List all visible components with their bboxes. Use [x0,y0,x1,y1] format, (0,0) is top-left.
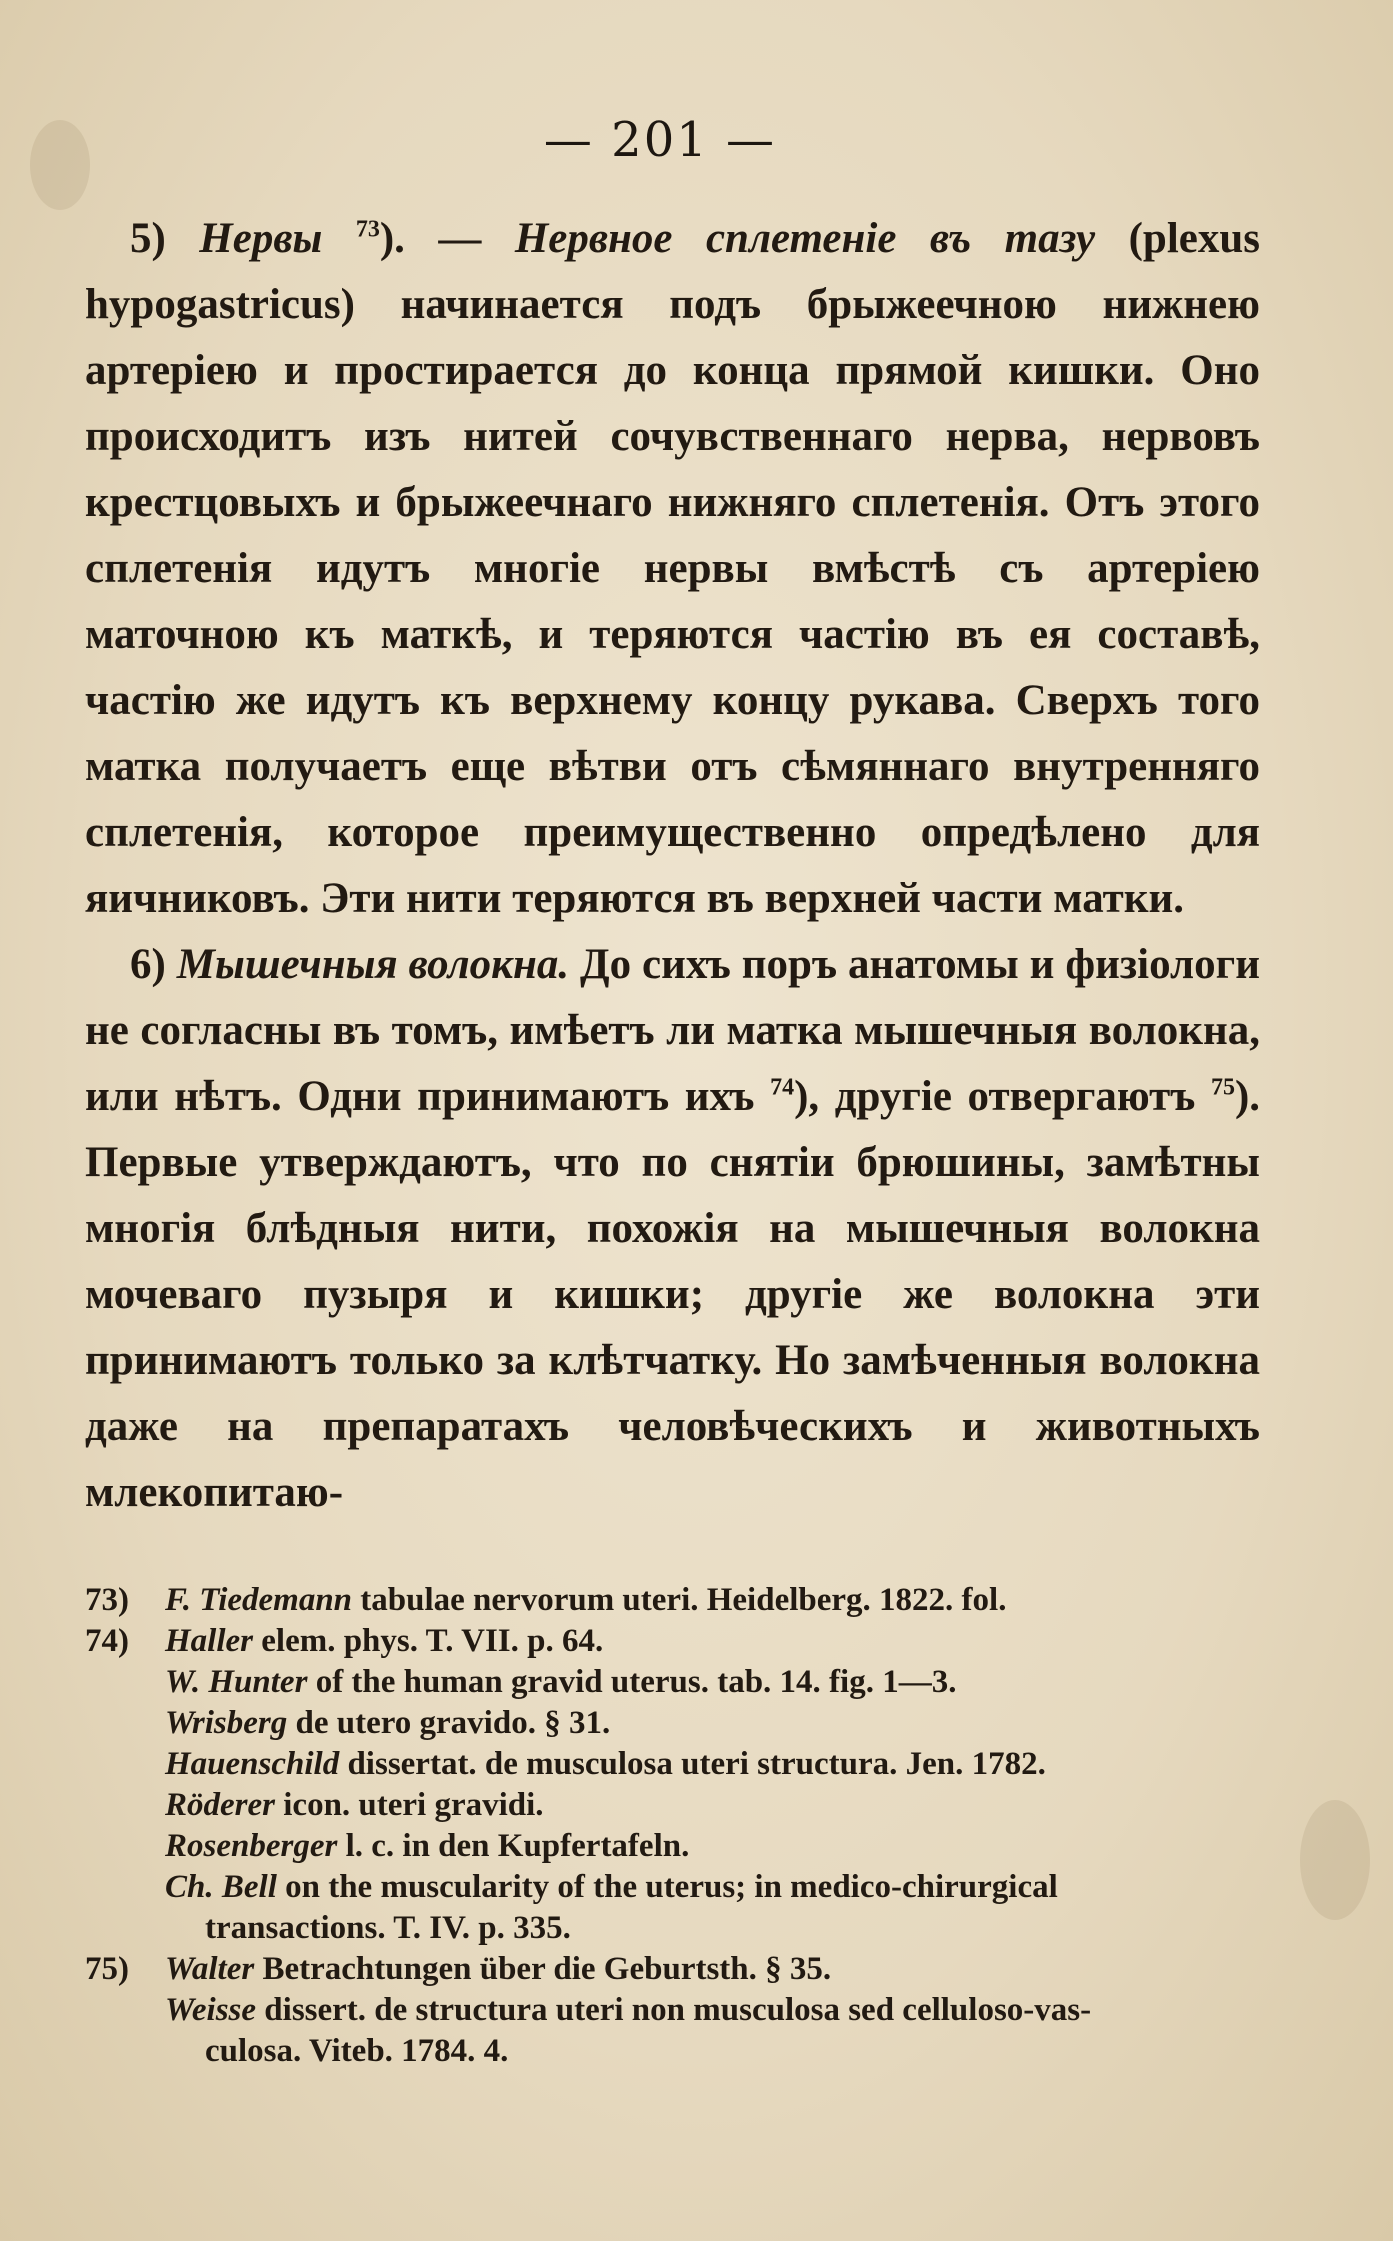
paragraph-6 [85,932,1260,1526]
footnote-number: 74) [85,1623,129,1659]
footnote-author: Wrisberg [165,1705,288,1741]
footnote-item [85,1949,1285,1990]
paragraph-label: 6) [130,941,166,988]
footnote-author: Weisse [165,1992,257,2028]
footnote-text: dissert. de structura uteri non musculosa sed celluloso-vas- [264,1992,1092,2028]
paragraph-text: До сихъ поръ анатомы и физіологи не согласны въ томъ, имѣетъ ли матка мышечныя волокна, или нѣтъ. Одни принимаютъ ихъ [85,941,1260,1120]
footnotes [85,1580,1285,2072]
footnote-author: Röderer [165,1787,275,1823]
paragraph-text: ), другіе отвергаютъ [794,1073,1196,1120]
footnote-item [85,1867,1285,1908]
footnote-author: Haller [165,1623,253,1659]
footnote-ref: 74 [770,1074,795,1101]
footnote-item [85,1785,1285,1826]
section-term: Нервное сплетеніе въ тазу [514,215,1096,262]
footnote-text: dissertat. de musculosa uteri structura. Jen. 1782. [347,1746,1046,1782]
footnote-text: on the muscularity of the uterus; in medico-chirurgical [285,1869,1058,1905]
footnote-text: Betrachtungen über die Geburtsth. § 35. [262,1951,832,1987]
footnote-item [85,1703,1285,1744]
footnote-ref: 75 [1210,1074,1235,1101]
paragraph-text: ). Первые утверждаютъ, что по снятіи брюшины, замѣтны многія блѣдныя нити, похожія на мышечныя волокна мочеваго пузыря и кишки; другіе же волокна эти принимаютъ только за клѣтчатку. Но замѣченныя волокна даже на препаратахъ человѣческихъ и животныхъ млекопитаю- [85,1073,1261,1516]
paragraph-5 [85,206,1260,932]
footnote-item [85,1826,1285,1867]
footnote-author: W. Hunter [165,1664,308,1700]
section-term: Мышечныя волокна. [176,941,570,988]
footnote-author: F. Tiedemann [165,1582,353,1618]
paragraph-text: ). — [379,215,482,262]
footnote-continuation: culosa. Viteb. 1784. 4. [205,2033,509,2069]
footnote-continuation: transactions. T. IV. p. 335. [205,1910,571,1946]
footnote-author: Ch. Bell [165,1869,277,1905]
page-number: — 201 — [543,112,777,168]
footnote-item [85,1580,1285,1621]
section-term: Нервы [199,215,323,262]
footnote-author: Walter [165,1951,255,1987]
footnote-item [85,1744,1285,1785]
footnote-author: Rosenberger [165,1828,338,1864]
footnote-ref: 73 [355,216,380,243]
footnote-text: icon. uteri gravidi. [283,1787,544,1823]
paragraph-text: (plexus hypogastricus) начинается подъ брыжеечною нижнею артеріею и простирается до конца прямой кишки. Оно происходитъ изъ нитей сочувственнаго нерва, нервовъ крестцовыхъ и брыжеечнаго нижняго сплетенія. Отъ этого сплетенія идутъ многіе нервы вмѣстѣ съ артеріею маточною къ маткѣ, и теряются частію въ ея составѣ, частію же идутъ къ верхнему концу рукава. Сверхъ того матка получаетъ еще вѣтви отъ сѣмяннаго внутренняго сплетенія, которое преимущественно опредѣлено для яичниковъ. Эти нити теряются въ верхней части матки. [85,215,1261,922]
main-text [85,206,1260,1526]
footnote-item [85,1662,1285,1703]
footnote-text: de utero gravido. § 31. [295,1705,611,1741]
footnote-text: l. c. in den Kupfertafeln. [345,1828,690,1864]
footnote-text: elem. phys. T. VII. p. 64. [261,1623,604,1659]
footnote-text: tabulae nervorum uteri. Heidelberg. 1822. fol. [360,1582,1007,1618]
paragraph-label: 5) [130,215,166,262]
footnote-number: 75) [85,1951,129,1987]
footnote-item [85,1621,1285,1662]
footnote-item [85,1990,1285,2031]
paper-stain [1300,1800,1370,1920]
footnote-number: 73) [85,1582,129,1618]
footnote-text: of the human gravid uterus. tab. 14. fig. 1—3. [315,1664,957,1700]
footnote-author: Hauenschild [165,1746,340,1782]
